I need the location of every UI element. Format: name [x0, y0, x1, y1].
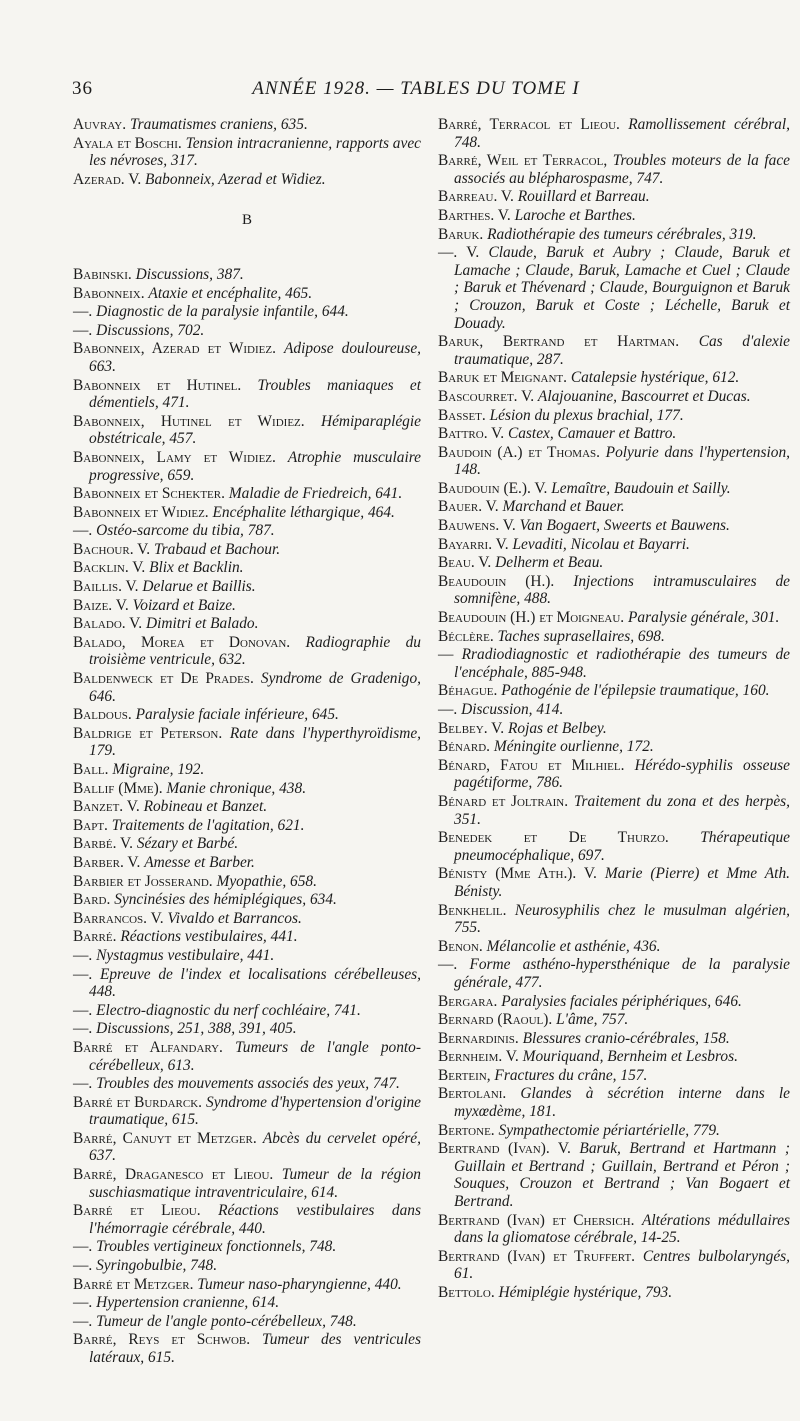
entry-title: Baruk, Bertrand et Hartmann ; Guillain et Bertrand ; Guillain, Bertrand et Péron ; Souques, Crouzon et Bertrand ; Van Bogaert et Bertrand.: [454, 1140, 790, 1211]
entry-title: Syndrome d'hypertension d'origine traumatique, 615.: [89, 1093, 421, 1129]
entry-authors: Bénard.: [438, 738, 491, 756]
entry-title: Marchand et Bauer.: [502, 498, 625, 516]
entry-authors: Baldrige et Peterson.: [73, 724, 223, 742]
entry-title: Syringobulbie, 748.: [96, 1257, 218, 1275]
entry-title: Pathogénie de l'épilepsie traumatique, 160.: [501, 682, 770, 700]
entry-title: Troubles des mouvements associés des yeux, 747.: [96, 1075, 400, 1093]
index-entry: [438, 865, 790, 900]
entry-title: Laroche et Barthes.: [514, 206, 636, 224]
entry-title: Mouriquand, Bernheim et Lesbros.: [522, 1048, 738, 1066]
index-entry: [73, 1238, 421, 1256]
entry-title: Forme asthéno-hypersthénique de la paralysie générale, 477.: [454, 956, 790, 991]
entry-title: Lemaître, Baudouin et Sailly.: [551, 479, 731, 497]
entry-title: Diagnostic de la paralysie infantile, 644.: [96, 303, 349, 321]
entry-title: Tension intracranienne, rapports avec les névroses, 317.: [89, 134, 421, 170]
index-entry: [73, 1257, 421, 1275]
entry-authors: Barthes. V.: [438, 206, 511, 224]
entry-title: Tumeur des ventricules latéraux, 615.: [89, 1331, 421, 1366]
entry-title: Delherm et Beau.: [495, 554, 604, 572]
entry-title: Robineau et Banzet.: [143, 798, 268, 816]
entry-authors: Ayala et Boschi.: [73, 134, 182, 152]
section-letter: B: [241, 212, 252, 229]
entry-title: Méningite ourlienne, 172.: [493, 738, 654, 756]
entry-title: Radiothérapie des tumeurs cérébrales, 319.: [487, 225, 757, 243]
index-entry: [73, 780, 421, 798]
entry-title: Hémiparaplégie obstétricale, 457.: [89, 412, 421, 448]
entry-authors: Bernheim. V.: [438, 1048, 519, 1066]
entry-authors: Bayarri. V.: [438, 535, 509, 553]
entry-title: Hérédo-syphilis osseuse pagétiforme, 786.: [454, 756, 791, 792]
entry-authors: Beaudouin (H.).: [438, 572, 555, 590]
entry-authors: Barré et Metzger.: [73, 1275, 194, 1293]
entry-authors: Baize. V.: [73, 596, 129, 614]
entry-title: Manie chronique, 438.: [166, 779, 307, 797]
entry-authors: —.: [438, 701, 458, 718]
entry-title: Fractures du crâne, 157.: [494, 1066, 648, 1084]
entry-title: Paralysies faciales périphériques, 646.: [501, 992, 742, 1010]
index-entry: [438, 517, 790, 535]
index-entry: [438, 207, 790, 225]
entry-authors: —.: [73, 1075, 93, 1093]
entry-authors: Bénard et Joltrain.: [438, 792, 569, 810]
index-entry: [73, 597, 421, 615]
index-entry: [73, 303, 421, 321]
entry-authors: Bergara.: [438, 992, 498, 1010]
entry-authors: Barreau. V.: [438, 188, 514, 206]
entry-title: Paralysie générale, 301.: [628, 609, 780, 627]
index-entry: [73, 504, 421, 522]
entry-authors: Battro. V.: [438, 425, 505, 443]
entry-title: Traumatismes craniens, 635.: [129, 116, 308, 133]
entry-authors: Babonneix et Hutinel.: [73, 376, 242, 394]
entry-title: Troubles moteurs de la face associés au blépharospasme, 747.: [454, 152, 790, 187]
index-entry: [73, 1020, 421, 1038]
index-entry: [73, 1094, 421, 1129]
entry-title: Glandes à sécrétion interne dans le myxœdème, 181.: [454, 1085, 790, 1121]
entry-authors: Balado. V.: [73, 615, 143, 633]
entry-title: Rojas et Belbey.: [507, 719, 607, 737]
entry-title: Rradiodiagnostic et radiothérapie des tumeurs de l'encéphale, 885-948.: [454, 646, 790, 681]
entry-authors: Barré et Alfandary.: [73, 1038, 223, 1056]
entry-authors: —.: [73, 1257, 93, 1275]
index-entry: [73, 116, 421, 134]
entry-authors: Bénard, Fatou et Milhiel.: [438, 756, 625, 774]
index-entry: [438, 682, 790, 700]
index-entry: [73, 522, 421, 540]
entry-authors: —.: [73, 965, 93, 983]
page-number: 36: [72, 78, 93, 99]
entry-authors: Beau. V.: [438, 554, 492, 572]
entry-authors: Belbey. V.: [438, 719, 505, 737]
index-entry: [73, 413, 421, 448]
index-entry: [438, 1284, 790, 1302]
entry-authors: —.: [438, 956, 458, 974]
entry-title: Tumeur naso-pharyngienne, 440.: [197, 1275, 402, 1293]
entry-authors: Bertein,: [438, 1066, 491, 1084]
index-entry: [73, 1002, 421, 1020]
entry-authors: Barré, Canuyt et Metzger.: [73, 1129, 257, 1147]
entry-title: Marie (Pierre) et Mme Ath. Bénisty.: [454, 865, 790, 900]
index-entry: [438, 536, 790, 554]
index-entry: [73, 798, 421, 816]
entry-title: Voizard et Baize.: [132, 596, 236, 614]
entry-authors: Babonneix et Widiez.: [73, 503, 209, 521]
entry-authors: Barré et Burdarck.: [73, 1093, 202, 1111]
entry-authors: —.: [73, 1020, 93, 1038]
entry-title: Tumeur de l'angle ponto-cérébelleux, 748.: [96, 1312, 357, 1330]
entry-title: Levaditi, Nicolau et Bayarri.: [512, 535, 690, 553]
index-entry: [438, 369, 790, 387]
index-entry: [73, 817, 421, 835]
entry-title: Troubles vertigineux fonctionnels, 748.: [96, 1238, 337, 1256]
entry-authors: Baldous.: [73, 706, 132, 724]
entry-title: Atrophie musculaire progressive, 659.: [89, 448, 421, 484]
entry-title: Polyurie dans l'hypertension, 148.: [454, 443, 790, 479]
entry-title: Discussions, 387.: [135, 265, 244, 283]
index-entry: [73, 449, 421, 484]
entry-title: Altérations médullaires dans la gliomatose cérébrale, 14-25.: [454, 1211, 790, 1247]
entry-authors: Barré, Weil et Terracol,: [438, 152, 608, 170]
index-entry: [438, 116, 790, 151]
entry-title: Electro-diagnostic du nerf cochléaire, 741.: [96, 1001, 361, 1019]
index-entry: [73, 928, 421, 946]
entry-authors: —.: [73, 1001, 93, 1019]
index-entry: [73, 835, 421, 853]
index-entry: [438, 628, 790, 646]
entry-authors: Ball.: [73, 761, 109, 778]
entry-authors: Bernardinis.: [438, 1029, 519, 1047]
entry-title: Troubles maniaques et démentiels, 471.: [89, 376, 421, 412]
index-entry: [438, 1248, 790, 1283]
index-entry: [438, 333, 790, 368]
index-entry: [438, 757, 790, 792]
index-entry: [438, 554, 790, 572]
index-entry: [438, 956, 790, 991]
entry-title: Rouillard et Barreau.: [517, 188, 650, 206]
entry-authors: Basset.: [438, 406, 486, 424]
entry-title: Hypertension cranienne, 614.: [96, 1294, 280, 1312]
entry-authors: Bachour. V.: [73, 540, 151, 558]
entry-authors: Auvray.: [73, 116, 127, 133]
entry-authors: Baldenweck et De Prades.: [73, 670, 254, 688]
index-entry: [438, 1122, 790, 1140]
entry-title: Claude, Baruk et Aubry ; Claude, Baruk et Lamache ; Claude, Baruk, Lamache et Cuel ; Claude ; Baruk et Thévenard ; Claude, Bourguignon et Baruk ; Crouzon, Baruk et Coste ; Léchelle, Baruk et Douady.: [454, 244, 790, 332]
entry-authors: Baruk, Bertrand et Hartman.: [438, 333, 680, 351]
entry-title: Traitement du zona et des herpès, 351.: [454, 792, 790, 828]
entry-title: Réactions vestibulaires dans l'hémorragie cérébrale, 440.: [89, 1202, 421, 1237]
entry-authors: —.: [73, 1294, 93, 1312]
right-column: [438, 116, 790, 1303]
index-entry: [438, 720, 790, 738]
entry-authors: Baruk.: [438, 225, 484, 243]
entry-authors: Bauwens. V.: [438, 517, 516, 535]
entry-authors: Babonneix, Azerad et Widiez.: [73, 340, 276, 358]
entry-title: Blessures cranio-cérébrales, 158.: [522, 1029, 730, 1047]
index-entry: [438, 480, 790, 498]
index-entry: [73, 761, 421, 779]
entry-authors: Barré.: [73, 928, 117, 946]
entry-title: Neurosyphilis chez le musulman algérien, 755.: [454, 901, 790, 937]
entry-title: Traitements de l'agitation, 621.: [111, 816, 305, 834]
entry-title: Tumeurs de l'angle ponto-cérébelleux, 613.: [89, 1038, 421, 1074]
entry-title: Ramollissement cérébral, 748.: [454, 116, 790, 151]
index-entry: [73, 910, 421, 928]
entry-title: Encéphalite léthargique, 464.: [212, 503, 395, 521]
entry-title: Mélancolie et asthénie, 436.: [486, 937, 661, 955]
entry-authors: Bertrand (Ivan). V.: [438, 1140, 571, 1158]
entry-authors: Bernard (Raoul).: [438, 1011, 553, 1029]
entry-title: Injections intramusculaires de somnifène, 488.: [454, 572, 790, 608]
index-entry: [438, 425, 790, 443]
entry-title: Vivaldo et Barrancos.: [167, 909, 302, 927]
index-entry: [73, 706, 421, 724]
entry-title: Maladie de Friedreich, 641.: [228, 485, 403, 503]
entry-authors: —.: [73, 303, 93, 321]
left-column: [73, 116, 421, 1368]
entry-authors: Benkhelil.: [438, 901, 507, 919]
entry-authors: Babinski.: [73, 265, 132, 283]
entry-title: Castex, Camauer et Battro.: [507, 425, 677, 443]
entry-authors: —. V.: [438, 244, 480, 262]
entry-authors: —.: [73, 321, 93, 339]
running-title: ANNÉE 1928. — TABLES DU TOME I: [252, 78, 580, 99]
index-entry: [73, 171, 421, 189]
entry-title: Catalepsie hystérique, 612.: [570, 369, 740, 387]
entry-title: Discussions, 251, 388, 391, 405.: [96, 1020, 297, 1038]
entry-authors: Azerad. V.: [73, 170, 142, 188]
entry-title: Discussion, 414.: [461, 701, 564, 718]
index-entry: [438, 609, 790, 627]
entry-title: Dimitri et Balado.: [146, 615, 259, 633]
index-entry: [73, 559, 421, 577]
index-entry: [438, 1011, 790, 1029]
entry-authors: Babonneix.: [73, 284, 145, 302]
entry-authors: Barbier et Josserand.: [73, 872, 213, 890]
entry-title: Alajouanine, Bascourret et Ducas.: [537, 387, 751, 405]
index-entry: [73, 891, 421, 909]
entry-authors: Baillis. V.: [73, 578, 139, 596]
entry-title: Syncinésies des hémiplégiques, 634.: [114, 891, 337, 909]
entry-title: Syndrome de Gradenigo, 646.: [89, 670, 422, 705]
entry-authors: Benon.: [438, 937, 483, 955]
entry-title: Epreuve de l'index et localisations cérébelleuses, 448.: [89, 965, 421, 1001]
index-entry: [73, 634, 421, 669]
entry-authors: Babonneix, Hutinel et Widiez.: [73, 412, 305, 430]
entry-title: Abcès du cervelet opéré, 637.: [89, 1129, 421, 1165]
entry-authors: Benedek et De Thurzo.: [438, 829, 669, 847]
entry-title: Rate dans l'hyperthyroïdisme, 179.: [89, 724, 422, 760]
entry-authors: Bauer. V.: [438, 498, 499, 516]
index-entry: [438, 388, 790, 406]
index-entry: [73, 1202, 421, 1237]
entry-authors: Balado, Morea et Donovan.: [73, 633, 291, 651]
index-entry: [438, 793, 790, 828]
entry-authors: Bertrand (Ivan) et Chersich.: [438, 1211, 635, 1229]
entry-authors: Béhague.: [438, 682, 498, 700]
index-entry: [73, 285, 421, 303]
entry-title: Myopathie, 658.: [216, 872, 317, 890]
entry-authors: —: [438, 646, 454, 664]
index-entry: [438, 1067, 790, 1085]
index-entry: [73, 135, 421, 170]
entry-title: Paralysie faciale inférieure, 645.: [135, 706, 339, 724]
index-entry: [73, 340, 421, 375]
entry-authors: Bertone.: [438, 1121, 495, 1139]
entry-title: L'âme, 757.: [556, 1011, 629, 1029]
index-entry: [73, 1130, 421, 1165]
entry-title: Amesse et Barber.: [144, 853, 255, 871]
entry-authors: Barbé. V.: [73, 835, 133, 853]
index-entry: [438, 1048, 790, 1066]
index-entry: [438, 152, 790, 187]
entry-authors: Baudoin (A.) et Thomas.: [438, 443, 600, 461]
index-entry: [73, 873, 421, 891]
index-entry: [73, 670, 421, 705]
index-entry: [73, 1039, 421, 1074]
index-entry: [438, 646, 790, 681]
page-header: [72, 78, 760, 104]
index-entry: [73, 578, 421, 596]
entry-authors: Banzet. V.: [73, 798, 140, 816]
index-entry: [73, 1294, 421, 1312]
entry-title: Trabaud et Bachour.: [153, 540, 281, 558]
entry-title: Sézary et Barbé.: [136, 835, 239, 853]
entry-title: Nystagmus vestibulaire, 441.: [96, 946, 275, 964]
entry-title: Radiographie du troisième ventricule, 632.: [89, 633, 421, 669]
entry-authors: Barré et Lieou.: [73, 1202, 201, 1220]
entry-authors: —.: [73, 1238, 93, 1256]
index-entry: [438, 993, 790, 1011]
index-entry: [438, 1085, 790, 1120]
entry-authors: Bertolani.: [438, 1085, 507, 1103]
entry-authors: Backlin. V.: [73, 559, 146, 577]
index-entry: [438, 829, 790, 864]
index-entry: [73, 485, 421, 503]
entry-title: Ataxie et encéphalite, 465.: [148, 284, 313, 302]
entry-authors: Bapt.: [73, 816, 108, 834]
index-entry: [438, 1140, 790, 1210]
entry-title: Taches suprasellaires, 698.: [497, 627, 665, 645]
index-entry: [438, 1212, 790, 1247]
index-entry: [438, 701, 790, 719]
entry-authors: Ballif (Mme).: [73, 779, 163, 797]
index-entry: [73, 615, 421, 633]
index-entry: [73, 322, 421, 340]
index-entry: [73, 266, 421, 284]
entry-title: Hémiplégie hystérique, 793.: [498, 1284, 673, 1301]
entry-authors: —.: [73, 522, 93, 540]
entry-title: Babonneix, Azerad et Widiez.: [145, 170, 326, 188]
index-entry: [438, 226, 790, 244]
entry-authors: Bertrand (Ivan) et Truffert.: [438, 1247, 636, 1265]
index-entry: [73, 377, 421, 412]
index-entry: [73, 947, 421, 965]
entry-title: Cas d'alexie traumatique, 287.: [454, 333, 790, 368]
entry-title: Centres bulbolaryngés, 61.: [454, 1247, 790, 1283]
entry-title: Migraine, 192.: [112, 761, 205, 778]
entry-title: Discussions, 702.: [96, 321, 205, 339]
index-entry: [438, 407, 790, 425]
entry-title: Réactions vestibulaires, 441.: [120, 928, 298, 946]
index-entry: [438, 1030, 790, 1048]
entry-title: Van Bogaert, Sweerts et Bauwens.: [519, 517, 730, 535]
entry-authors: Barber. V.: [73, 853, 141, 871]
entry-authors: Barré, Terracol et Lieou.: [438, 116, 620, 133]
index-entry: [438, 938, 790, 956]
index-entry: [73, 1331, 421, 1366]
index-entry: [438, 188, 790, 206]
entry-title: Delarue et Baillis.: [142, 578, 256, 596]
index-entry: [438, 498, 790, 516]
entry-title: Sympathectomie périartérielle, 779.: [498, 1121, 720, 1139]
entry-authors: Barré, Draganesco et Lieou.: [73, 1166, 274, 1184]
entry-title: Ostéo-sarcome du tibia, 787.: [96, 522, 275, 540]
entry-authors: Bascourret. V.: [438, 387, 535, 405]
entry-authors: —.: [73, 1312, 93, 1330]
entry-authors: Barrancos. V.: [73, 909, 164, 927]
index-entry: [73, 541, 421, 559]
entry-authors: Baudouin (E.). V.: [438, 479, 548, 497]
index-entry: [73, 1276, 421, 1294]
index-entry: [73, 854, 421, 872]
entry-authors: Babonneix, Lamy et Widiez.: [73, 448, 276, 466]
index-entry: [438, 738, 790, 756]
entry-authors: Bénisty (Mme Ath.). V.: [438, 865, 597, 883]
entry-authors: Bard.: [73, 891, 111, 909]
index-entry: [438, 244, 790, 332]
entry-authors: Béclère.: [438, 627, 494, 645]
entry-title: Tumeur de la région suschiasmatique intraventriculaire, 614.: [89, 1166, 422, 1201]
entry-title: Adipose douloureuse, 663.: [89, 340, 422, 375]
index-entry: [73, 1313, 421, 1331]
entry-title: Lésion du plexus brachial, 177.: [489, 406, 684, 424]
index-entry: [73, 1166, 421, 1201]
index-entry: [438, 902, 790, 937]
index-entry: [73, 966, 421, 1001]
entry-authors: Baruk et Meignant.: [438, 369, 567, 387]
index-entry: [73, 1075, 421, 1093]
entry-authors: —.: [73, 946, 93, 964]
entry-authors: Barré, Reys et Schwob.: [73, 1331, 251, 1349]
index-entry: [438, 573, 790, 608]
entry-authors: Bettolo.: [438, 1284, 495, 1301]
entry-title: Thérapeutique pneumocéphalique, 697.: [454, 829, 790, 864]
entry-authors: Beaudouin (H.) et Moigneau.: [438, 609, 625, 627]
index-entry: [73, 725, 421, 760]
entry-title: Blix et Backlin.: [149, 559, 244, 577]
index-entry: [438, 444, 790, 479]
entry-authors: Babonneix et Schekter.: [73, 485, 225, 503]
